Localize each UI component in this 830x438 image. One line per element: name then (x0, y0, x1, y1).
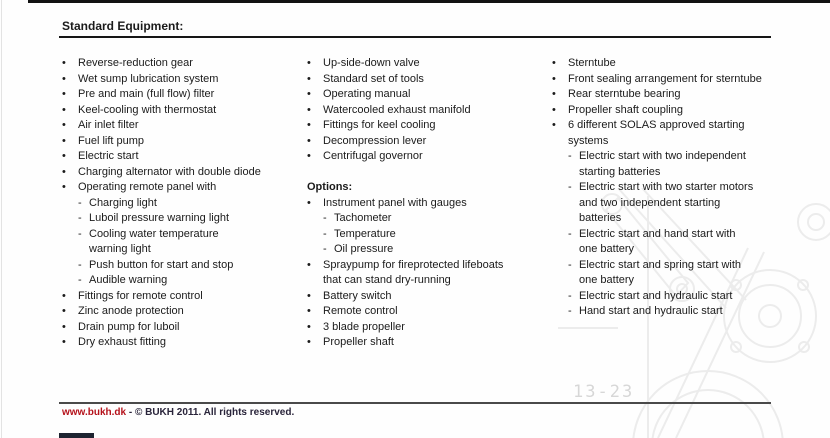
list-item-text: Operating manual (323, 88, 411, 100)
list-item-text: Rear sterntube bearing (568, 88, 681, 100)
list-item-text: that can stand dry-running (323, 274, 451, 286)
dash-icon: - (568, 227, 572, 240)
list-item (62, 72, 304, 88)
bullet-icon: • (307, 134, 311, 147)
list-item-text: Electric start and spring start with (579, 258, 742, 271)
bullet-icon: • (552, 119, 556, 131)
list-item (307, 87, 549, 103)
list-item (62, 87, 304, 103)
list-item (62, 227, 304, 243)
bullet-icon: • (62, 57, 66, 69)
dash-icon: - (323, 212, 327, 224)
list-item-text: one battery (579, 243, 635, 255)
list-item (62, 118, 304, 134)
list-item (307, 242, 549, 258)
list-item-text: Tachometer (334, 212, 392, 224)
list-item-text: Charging alternator with double diode (78, 165, 261, 178)
bullet-icon: • (62, 165, 66, 178)
list-item-text: Electric start and hand start with (579, 227, 736, 240)
bullet-icon: • (307, 258, 311, 271)
bullet-icon: • (307, 289, 311, 302)
bullet-icon: • (307, 103, 311, 116)
list-item (552, 242, 826, 258)
list-item-text: Electric start (78, 150, 139, 162)
bullet-icon: • (62, 336, 66, 348)
list-item (62, 320, 304, 336)
list-item-text: Push button for start and stop (89, 258, 234, 271)
bullet-icon: • (307, 336, 311, 348)
list-item-text: Electric start with two starter motors (579, 181, 754, 193)
bullet-icon: • (62, 305, 66, 317)
list-item-text: batteries (579, 212, 622, 224)
list-item (307, 320, 549, 336)
list-item-text: Instrument panel with gauges (323, 196, 467, 209)
list-item-text: Front sealing arrangement for sterntube (568, 72, 762, 85)
list-item-text: 6 different SOLAS approved starting (568, 119, 745, 131)
list-item-text: Centrifugal governor (323, 150, 423, 162)
list-item-text: Audible warning (89, 274, 168, 286)
bullet-icon: • (62, 150, 66, 162)
list-item-text: and two independent starting (579, 196, 721, 209)
dash-icon: - (568, 305, 572, 317)
list-item (552, 165, 826, 181)
bullet-icon: • (552, 72, 556, 85)
list-item-text: systems (568, 134, 609, 147)
list-item (62, 211, 304, 227)
list-item-text: Watercooled exhaust manifold (323, 103, 471, 116)
dash-icon: - (323, 243, 327, 255)
list-item (307, 149, 549, 165)
list-item (552, 258, 826, 274)
list-item-text: Keel-cooling with thermostat (78, 103, 217, 116)
bullet-icon: • (62, 119, 66, 131)
bullet-icon: • (552, 103, 556, 116)
list-item-text: Propeller shaft (323, 336, 394, 348)
list-item-text: Options: (307, 181, 353, 193)
list-item-text: Hand start and hydraulic start (579, 305, 723, 317)
list-item (62, 165, 304, 181)
list-item-text: Standard set of tools (323, 72, 424, 85)
list-item-text: Wet sump lubrication system (78, 72, 219, 85)
list-item (307, 289, 549, 305)
title-underline (59, 36, 771, 38)
bullet-icon: • (62, 181, 66, 193)
list-item-text: Operating remote panel with (78, 181, 217, 193)
list-item-text: warning light (89, 243, 151, 255)
list-item (552, 273, 826, 289)
list-item (307, 118, 549, 134)
list-item (552, 103, 826, 119)
list-item (552, 289, 826, 305)
page-number-watermark: 13-23 (573, 382, 635, 402)
bullet-icon: • (62, 134, 66, 147)
bullet-icon: • (307, 150, 311, 162)
bullet-icon: • (62, 320, 66, 333)
list-item (62, 304, 304, 320)
list-item (62, 258, 304, 274)
list-item-text: Electric start and hydraulic start (579, 289, 733, 302)
list-item-text: Oil pressure (334, 243, 394, 255)
list-item-text: Decompression lever (323, 134, 427, 147)
list-item-text: Charging light (89, 196, 157, 209)
equipment-column-standard-3 (552, 56, 826, 320)
list-item (307, 273, 549, 289)
list-item-text: Propeller shaft coupling (568, 103, 683, 116)
list-item-text: Pre and main (full flow) filter (78, 88, 215, 100)
list-item (552, 196, 826, 212)
list-item-text: Luboil pressure warning light (89, 212, 230, 224)
list-item (307, 134, 549, 150)
list-item (552, 304, 826, 320)
footer-rule (59, 402, 771, 404)
list-item (62, 289, 304, 305)
list-item (62, 335, 304, 351)
list-item-text: Drain pump for luboil (78, 320, 180, 333)
list-item (552, 180, 826, 196)
list-item-text: Up-side-down valve (323, 57, 420, 69)
list-item (62, 149, 304, 165)
dash-icon: - (78, 212, 82, 224)
list-item (62, 180, 304, 196)
bullet-icon: • (62, 103, 66, 116)
bullet-icon: • (307, 72, 311, 85)
bullet-icon: • (307, 196, 311, 209)
list-item (307, 103, 549, 119)
list-item (552, 211, 826, 227)
bullet-icon: • (552, 57, 556, 69)
list-item-text: Air inlet filter (78, 119, 139, 131)
page-corner-mark (59, 433, 94, 438)
dash-icon: - (568, 289, 572, 302)
bullet-icon: • (307, 119, 311, 131)
page-left-edge (1, 0, 2, 438)
list-item (552, 87, 826, 103)
list-item (552, 72, 826, 88)
bullet-icon: • (552, 88, 556, 100)
list-item (307, 72, 549, 88)
list-item-text: Battery switch (323, 289, 392, 302)
dash-icon: - (323, 227, 327, 240)
bullet-icon: • (62, 72, 66, 85)
bullet-icon: • (307, 305, 311, 317)
list-item (307, 227, 549, 243)
list-item (307, 258, 549, 274)
bullet-icon: • (62, 289, 66, 302)
list-item-text: one battery (579, 274, 635, 286)
bullet-icon: • (307, 57, 311, 69)
dash-icon: - (568, 150, 572, 162)
list-item-text: Temperature (334, 227, 396, 240)
list-heading (307, 180, 549, 196)
list-item (62, 196, 304, 212)
list-item (62, 103, 304, 119)
list-item (307, 304, 549, 320)
list-item (62, 134, 304, 150)
list-item-text: Fittings for remote control (78, 289, 203, 302)
website-link[interactable]: www.bukh.dk (62, 407, 127, 418)
list-item (62, 56, 304, 72)
page-title: Standard Equipment: (62, 19, 184, 33)
list-item (552, 56, 826, 72)
list-item-text: Zinc anode protection (78, 305, 184, 317)
list-item (307, 196, 549, 212)
bullet-icon: • (307, 88, 311, 100)
list-item (552, 118, 826, 134)
bullet-icon: • (62, 88, 66, 100)
list-item (307, 335, 549, 351)
list-item (307, 56, 549, 72)
list-item-text: Dry exhaust fitting (78, 336, 167, 348)
dash-icon: - (568, 181, 572, 193)
list-item-text: 3 blade propeller (323, 320, 405, 333)
list-item-text: Fittings for keel cooling (323, 119, 436, 131)
list-item (552, 149, 826, 165)
list-item-text: Fuel lift pump (78, 134, 145, 147)
dash-icon: - (78, 274, 82, 286)
list-item-text: starting batteries (579, 165, 661, 178)
list-item (62, 242, 304, 258)
footer (62, 407, 294, 418)
list-item-text: Electric start with two independent (579, 150, 746, 162)
list-item-text: Cooling water temperature (89, 227, 219, 240)
copyright-text: - © BUKH 2011. All rights reserved. (126, 407, 295, 418)
equipment-column-standard-1 (62, 56, 304, 351)
list-item (552, 227, 826, 243)
page-top-rule (28, 0, 830, 3)
list-item-text: Reverse-reduction gear (78, 57, 193, 69)
dash-icon: - (78, 227, 82, 240)
list-item-text: Remote control (323, 305, 398, 317)
list-item (307, 211, 549, 227)
list-item (62, 273, 304, 289)
dash-icon: - (568, 258, 572, 271)
bullet-icon: • (307, 320, 311, 333)
list-item (552, 134, 826, 150)
equipment-column-standard-2-options (307, 56, 549, 351)
list-spacer (307, 165, 549, 181)
list-item-text: Spraypump for fireprotected lifeboats (323, 258, 504, 271)
list-item-text: Sterntube (568, 57, 616, 69)
dash-icon: - (78, 196, 82, 209)
dash-icon: - (78, 258, 82, 271)
